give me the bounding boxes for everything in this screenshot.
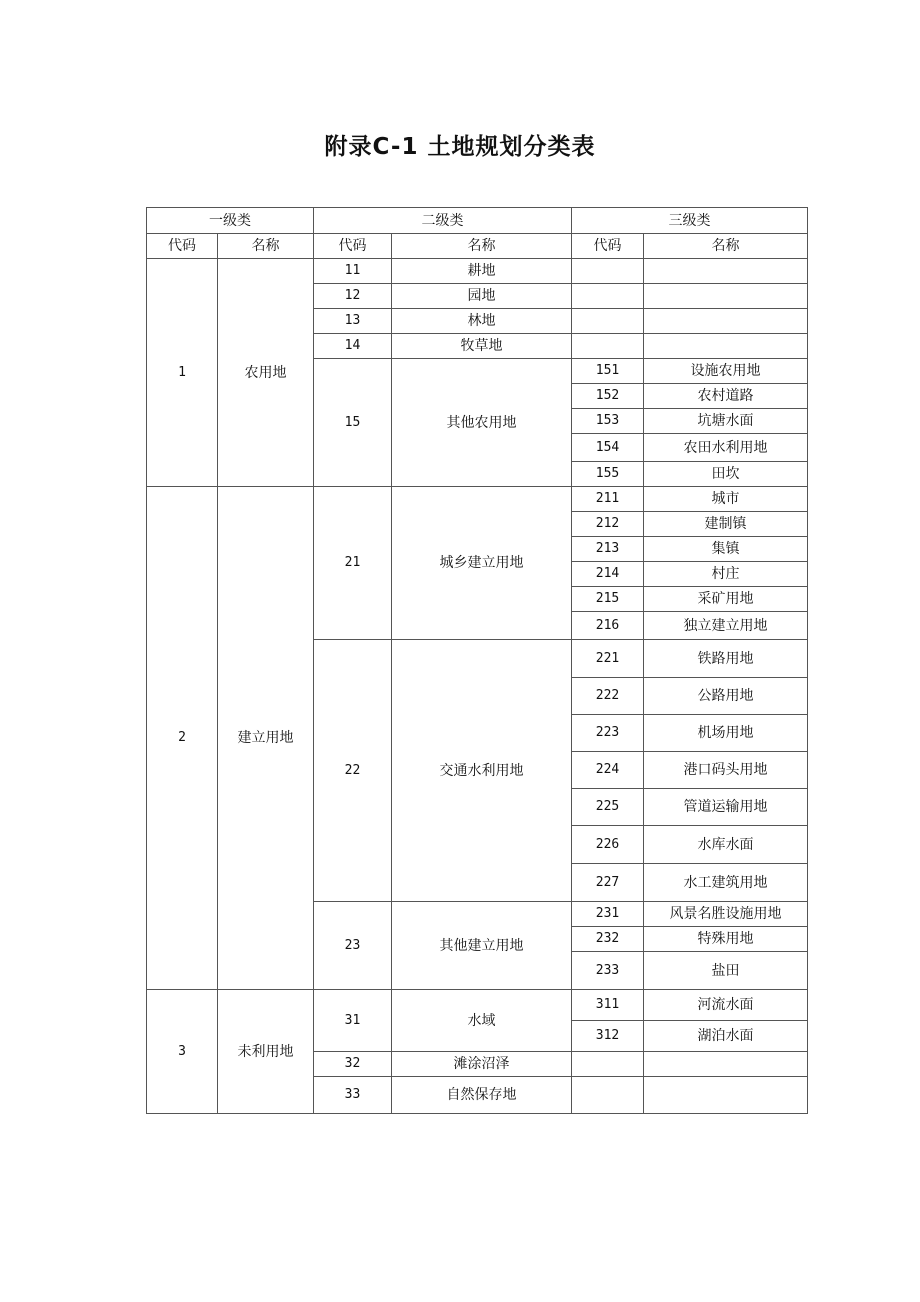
level3-name: 设施农用地 <box>644 359 808 384</box>
level3-code-empty <box>572 1052 644 1077</box>
level2-code: 33 <box>314 1077 392 1114</box>
level3-name: 独立建立用地 <box>644 612 808 640</box>
level3-name: 水库水面 <box>644 826 808 864</box>
level2-code: 13 <box>314 309 392 334</box>
level2-name: 园地 <box>392 284 572 309</box>
level3-code: 311 <box>572 990 644 1021</box>
level3-name: 公路用地 <box>644 678 808 715</box>
level2-code: 15 <box>314 359 392 487</box>
level3-code: 151 <box>572 359 644 384</box>
level3-name: 农村道路 <box>644 384 808 409</box>
level3-code: 213 <box>572 537 644 562</box>
level3-code: 155 <box>572 462 644 487</box>
level3-code: 223 <box>572 715 644 752</box>
level3-name: 建制镇 <box>644 512 808 537</box>
level3-code: 216 <box>572 612 644 640</box>
level3-code: 212 <box>572 512 644 537</box>
level3-name: 城市 <box>644 487 808 512</box>
level3-code: 222 <box>572 678 644 715</box>
level3-code-empty <box>572 1077 644 1114</box>
level1-code-header: 代码 <box>147 234 218 259</box>
level3-name-empty <box>644 259 808 284</box>
level3-code-empty <box>572 259 644 284</box>
level3-name: 风景名胜设施用地 <box>644 902 808 927</box>
level2-code: 21 <box>314 487 392 640</box>
level3-header: 三级类 <box>572 208 808 234</box>
level3-code: 232 <box>572 927 644 952</box>
level1-name: 建立用地 <box>218 487 314 990</box>
level3-name: 农田水利用地 <box>644 434 808 462</box>
land-classification-table <box>146 207 808 1114</box>
level3-name-empty <box>644 1077 808 1114</box>
table-row <box>147 259 808 284</box>
level3-code-empty <box>572 284 644 309</box>
level3-name: 村庄 <box>644 562 808 587</box>
level3-code: 152 <box>572 384 644 409</box>
level2-name: 耕地 <box>392 259 572 284</box>
level2-code: 32 <box>314 1052 392 1077</box>
level3-name: 水工建筑用地 <box>644 864 808 902</box>
level3-code: 215 <box>572 587 644 612</box>
level3-name: 采矿用地 <box>644 587 808 612</box>
level3-code: 231 <box>572 902 644 927</box>
page-title: 附录C-1 土地规划分类表 <box>324 134 596 160</box>
level3-name: 坑塘水面 <box>644 409 808 434</box>
level3-code: 227 <box>572 864 644 902</box>
level2-name: 水域 <box>392 990 572 1052</box>
level3-code: 226 <box>572 826 644 864</box>
level2-code: 23 <box>314 902 392 990</box>
level1-header: 一级类 <box>147 208 314 234</box>
level2-code: 31 <box>314 990 392 1052</box>
level3-name: 铁路用地 <box>644 640 808 678</box>
level3-name: 机场用地 <box>644 715 808 752</box>
level3-name-header: 名称 <box>644 234 808 259</box>
level1-name-header: 名称 <box>218 234 314 259</box>
level2-code: 11 <box>314 259 392 284</box>
level1-name: 农用地 <box>218 259 314 487</box>
level3-name: 田坎 <box>644 462 808 487</box>
level2-name: 牧草地 <box>392 334 572 359</box>
level3-code: 214 <box>572 562 644 587</box>
level2-name: 城乡建立用地 <box>392 487 572 640</box>
level1-code: 3 <box>147 990 218 1114</box>
level3-code: 312 <box>572 1021 644 1052</box>
level3-name-empty <box>644 284 808 309</box>
level3-name-empty <box>644 1052 808 1077</box>
level2-name: 滩涂沼泽 <box>392 1052 572 1077</box>
level3-code: 225 <box>572 789 644 826</box>
level3-name: 港口码头用地 <box>644 752 808 789</box>
level3-name: 集镇 <box>644 537 808 562</box>
level3-code-empty <box>572 309 644 334</box>
table-body <box>147 208 808 1114</box>
table-row <box>147 487 808 512</box>
level2-name-header: 名称 <box>392 234 572 259</box>
level3-code-empty <box>572 334 644 359</box>
level3-code: 211 <box>572 487 644 512</box>
level3-code: 233 <box>572 952 644 990</box>
level2-code: 12 <box>314 284 392 309</box>
level3-code: 154 <box>572 434 644 462</box>
level2-code: 14 <box>314 334 392 359</box>
level3-name-empty <box>644 309 808 334</box>
level2-name: 交通水利用地 <box>392 640 572 902</box>
level3-name: 管道运输用地 <box>644 789 808 826</box>
level2-code-header: 代码 <box>314 234 392 259</box>
header-row-fields <box>147 234 808 259</box>
level1-name: 未利用地 <box>218 990 314 1114</box>
level3-code-header: 代码 <box>572 234 644 259</box>
level1-code: 1 <box>147 259 218 487</box>
level3-code: 224 <box>572 752 644 789</box>
header-row-levels <box>147 208 808 234</box>
level3-name: 河流水面 <box>644 990 808 1021</box>
level3-name: 湖泊水面 <box>644 1021 808 1052</box>
level3-name: 盐田 <box>644 952 808 990</box>
level3-name-empty <box>644 334 808 359</box>
table-row <box>147 990 808 1021</box>
level3-code: 221 <box>572 640 644 678</box>
level2-name: 其他农用地 <box>392 359 572 487</box>
level2-header: 二级类 <box>314 208 572 234</box>
level2-name: 林地 <box>392 309 572 334</box>
level2-code: 22 <box>314 640 392 902</box>
level3-code: 153 <box>572 409 644 434</box>
level3-name: 特殊用地 <box>644 927 808 952</box>
level1-code: 2 <box>147 487 218 990</box>
level2-name: 自然保存地 <box>392 1077 572 1114</box>
level2-name: 其他建立用地 <box>392 902 572 990</box>
